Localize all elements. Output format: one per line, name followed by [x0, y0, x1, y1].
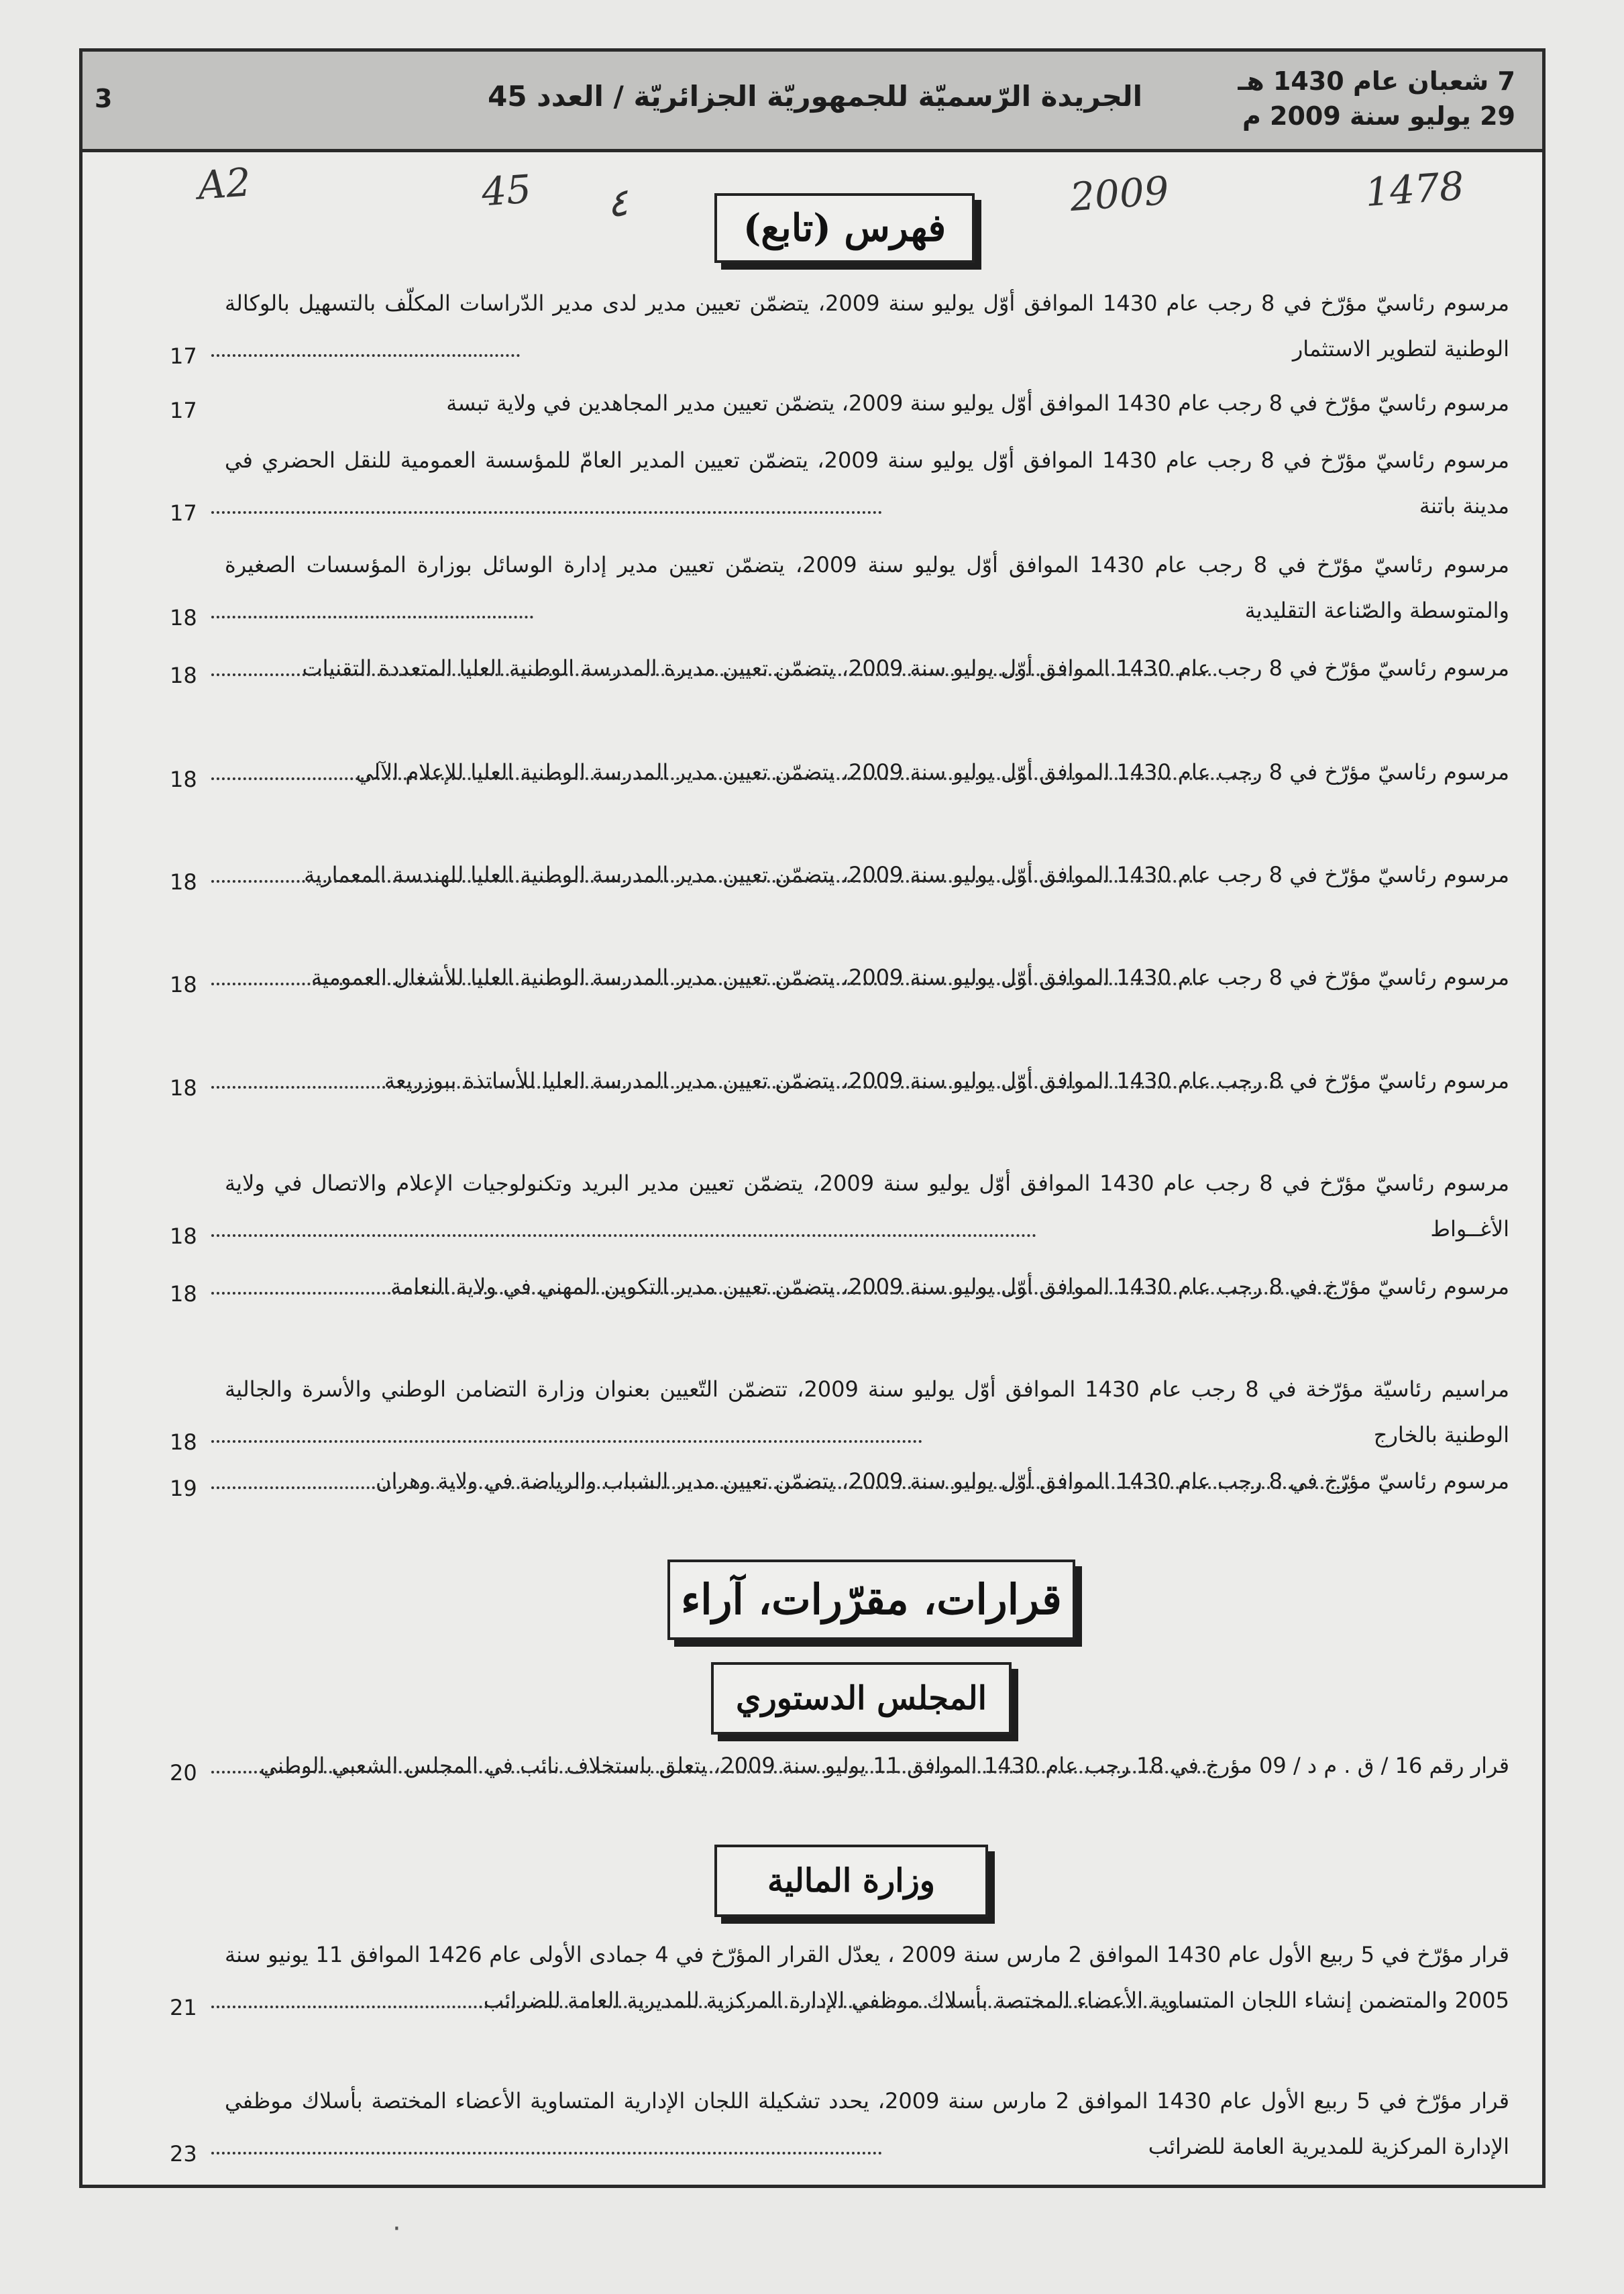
entry-page: 18	[170, 663, 197, 688]
entry-text: مراسيم رئاسيّة مؤرّخة في 8 رجب عام 1430 الموافق أوّل يوليو سنة 2009، تتضمّن التّعيين بعنوان وزارة التضامن الوطني والأسرة والجالية الوطنية بالخارج	[225, 1376, 1510, 1448]
entry-page: 18	[170, 1223, 197, 1249]
entry-text: مرسوم رئاسيّ مؤرّخ في 8 رجب عام 1430 الموافق أوّل يوليو سنة 2009، يتضمّن تعيين مدير التكوين المهني في ولاية النعامة	[390, 1274, 1509, 1299]
entry-page: 18	[170, 605, 197, 631]
dot-leader	[211, 2152, 882, 2154]
entry-text: مرسوم رئاسيّ مؤرّخ في 8 رجب عام 1430 الموافق أوّل يوليو سنة 2009، يتضمّن تعيين مديرة المدرسة الوطنية العليا المتعددة التقنيات	[302, 655, 1509, 681]
list-item	[117, 2078, 1509, 2169]
entry-text: مرسوم رئاسيّ مؤرّخ في 8 رجب عام 1430 الموافق أوّل يوليو سنة 2009، يتضمّن تعيين مدير المدرسة الوطنية العليا للإعلام الآلي	[356, 759, 1509, 785]
list-item	[117, 1058, 1509, 1103]
entry-text: قرار مؤرّخ في 5 ربيع الأول عام 1430 الموافق 2 مارس سنة 2009 ، يعدّل القرار المؤرّخ في 4 جمادى الأولى عام 1426 الموافق 11 يونيو سنة 2005 والمتضمن إنشاء اللجان المتساوية الأعضاء المختصة بأسلاك موظفي الإدارة المركزية للمديرية العامة للضرائب	[225, 1942, 1510, 2013]
dot-leader	[211, 1440, 922, 1443]
entry-text: قرار رقم 16 / ق . م د / 09 مؤرخ في 18 رجب عام 1430 الموافق 11 يوليو سنة 2009، يتعلق باستخلاف نائب في المجلس الشعبي الوطني	[260, 1753, 1509, 1778]
list-item	[117, 1458, 1509, 1504]
list-item	[117, 380, 1509, 426]
entry-page: 18	[170, 1429, 197, 1455]
dot-leader	[211, 1086, 1285, 1089]
dot-leader	[211, 983, 1204, 985]
entry-text: مرسوم رئاسيّ مؤرّخ في 8 رجب عام 1430 الموافق أوّل يوليو سنة 2009، يتضمّن تعيين مدير لدى مدير الدّراسات المكلّف بالتسهيل بالوكالة الوطنية لتطوير الاستثمار	[225, 290, 1510, 362]
entry-page: 17	[170, 500, 197, 526]
scan-speck: ·	[392, 2214, 401, 2244]
entry-page: 20	[170, 1760, 197, 1786]
handwritten-note-year: 2009	[1068, 167, 1171, 221]
entry-text: مرسوم رئاسيّ مؤرّخ في 8 رجب عام 1430 الموافق أوّل يوليو سنة 2009، يتضمّن تعيين مدير المدرسة العليا للأساتذة ببوزريعة	[384, 1068, 1509, 1093]
list-item	[117, 1743, 1509, 1788]
entry-page: 18	[170, 767, 197, 792]
handwritten-note-4: ٤	[605, 178, 630, 227]
dot-leader	[211, 2006, 1217, 2008]
finance-title: وزارة المالية	[714, 1845, 988, 1917]
list-item	[117, 542, 1509, 633]
decisions-title: قرارات، مقرّرات، آراء	[667, 1560, 1075, 1640]
entry-text: مرسوم رئاسيّ مؤرّخ في 8 رجب عام 1430 الموافق أوّل يوليو سنة 2009، يتضمّن تعيين المدير العامّ للمؤسسة العمومية للنقل الحضري في مدينة باتنة	[225, 447, 1509, 518]
dot-leader	[211, 354, 520, 357]
dot-leader	[211, 673, 1217, 676]
header-date-gregorian: 29 يوليو سنة 2009 م	[1242, 101, 1515, 131]
entry-text: مرسوم رئاسيّ مؤرّخ في 8 رجب عام 1430 الموافق أوّل يوليو سنة 2009، يتضمّن تعيين مدير المجاهدين في ولاية تبسة	[446, 390, 1509, 416]
dot-leader	[211, 1486, 1352, 1489]
list-item	[117, 437, 1509, 529]
entry-page: 23	[170, 2141, 197, 2167]
dot-leader	[211, 1234, 1036, 1237]
entry-page: 21	[170, 1995, 197, 2020]
dot-leader	[211, 880, 1204, 883]
entry-page: 18	[170, 972, 197, 997]
list-item	[117, 280, 1509, 372]
header-date	[1238, 64, 1515, 133]
handwritten-note-45: 45	[480, 166, 533, 215]
page-header	[83, 52, 1542, 152]
entry-page: 18	[170, 869, 197, 895]
dot-leader	[211, 511, 882, 514]
entry-page: 17	[170, 398, 197, 423]
list-item	[117, 1160, 1509, 1252]
entry-text: مرسوم رئاسيّ مؤرّخ في 8 رجب عام 1430 الموافق أوّل يوليو سنة 2009، يتضمّن تعيين مدير إدارة الوسائل بوزارة المؤسسات الصغيرة والمتوسطة والصّناعة التقليدية	[225, 552, 1510, 623]
index-title: فهرس (تابع)	[714, 193, 975, 263]
entry-page: 19	[170, 1476, 197, 1501]
entry-page: 18	[170, 1281, 197, 1307]
entry-text: مرسوم رئاسيّ مؤرّخ في 8 رجب عام 1430 الموافق أوّل يوليو سنة 2009، يتضمّن تعيين مدير البريد وتكنولوجيات الإعلام والاتصال في ولاية الأغــواط	[225, 1170, 1509, 1242]
dot-leader	[211, 1292, 1338, 1295]
header-title: الجريدة الرّسميّة للجمهوريّة الجزائريّة / العدد 45	[488, 80, 1142, 113]
list-item	[117, 1264, 1509, 1309]
header-date-hijri: 7 شعبان عام 1430 هـ	[1238, 66, 1515, 96]
list-item	[117, 1932, 1509, 2023]
entry-page: 17	[170, 343, 197, 369]
council-title: المجلس الدستوري	[711, 1662, 1012, 1735]
handwritten-note-number: 1478	[1363, 162, 1466, 216]
entry-text: مرسوم رئاسيّ مؤرّخ في 8 رجب عام 1430 الموافق أوّل يوليو سنة 2009، يتضمّن تعيين مدير المدرسة الوطنية العليا للأشغال العمومية	[311, 965, 1509, 990]
entry-text: مرسوم رئاسيّ مؤرّخ في 8 رجب عام 1430 الموافق أوّل يوليو سنة 2009، يتضمّن تعيين مدير الشباب والرياضة في ولاية وهران	[376, 1468, 1509, 1494]
list-item	[117, 645, 1509, 691]
dot-leader	[211, 616, 533, 618]
list-item	[117, 749, 1509, 795]
list-item	[117, 1366, 1509, 1458]
header-page-number: 3	[95, 84, 113, 113]
entry-text: قرار مؤرّخ في 5 ربيع الأول عام 1430 الموافق 2 مارس سنة 2009، يحدد تشكيلة اللجان الإدارية المتساوية الأعضاء المختصة بأسلاك موظفي الإدارة المركزية للمديرية العامة للضرائب	[225, 2088, 1510, 2159]
list-item	[117, 954, 1509, 1000]
dot-leader	[211, 1771, 1217, 1773]
entry-text: مرسوم رئاسيّ مؤرّخ في 8 رجب عام 1430 الموافق أوّل يوليو سنة 2009، يتضمّن تعيين مدير المدرسة الوطنية العليا للهندسة المعمارية	[304, 862, 1509, 887]
entry-page: 18	[170, 1075, 197, 1101]
list-item	[117, 852, 1509, 897]
dot-leader	[211, 777, 1258, 780]
handwritten-note-a2: A2	[196, 159, 253, 209]
